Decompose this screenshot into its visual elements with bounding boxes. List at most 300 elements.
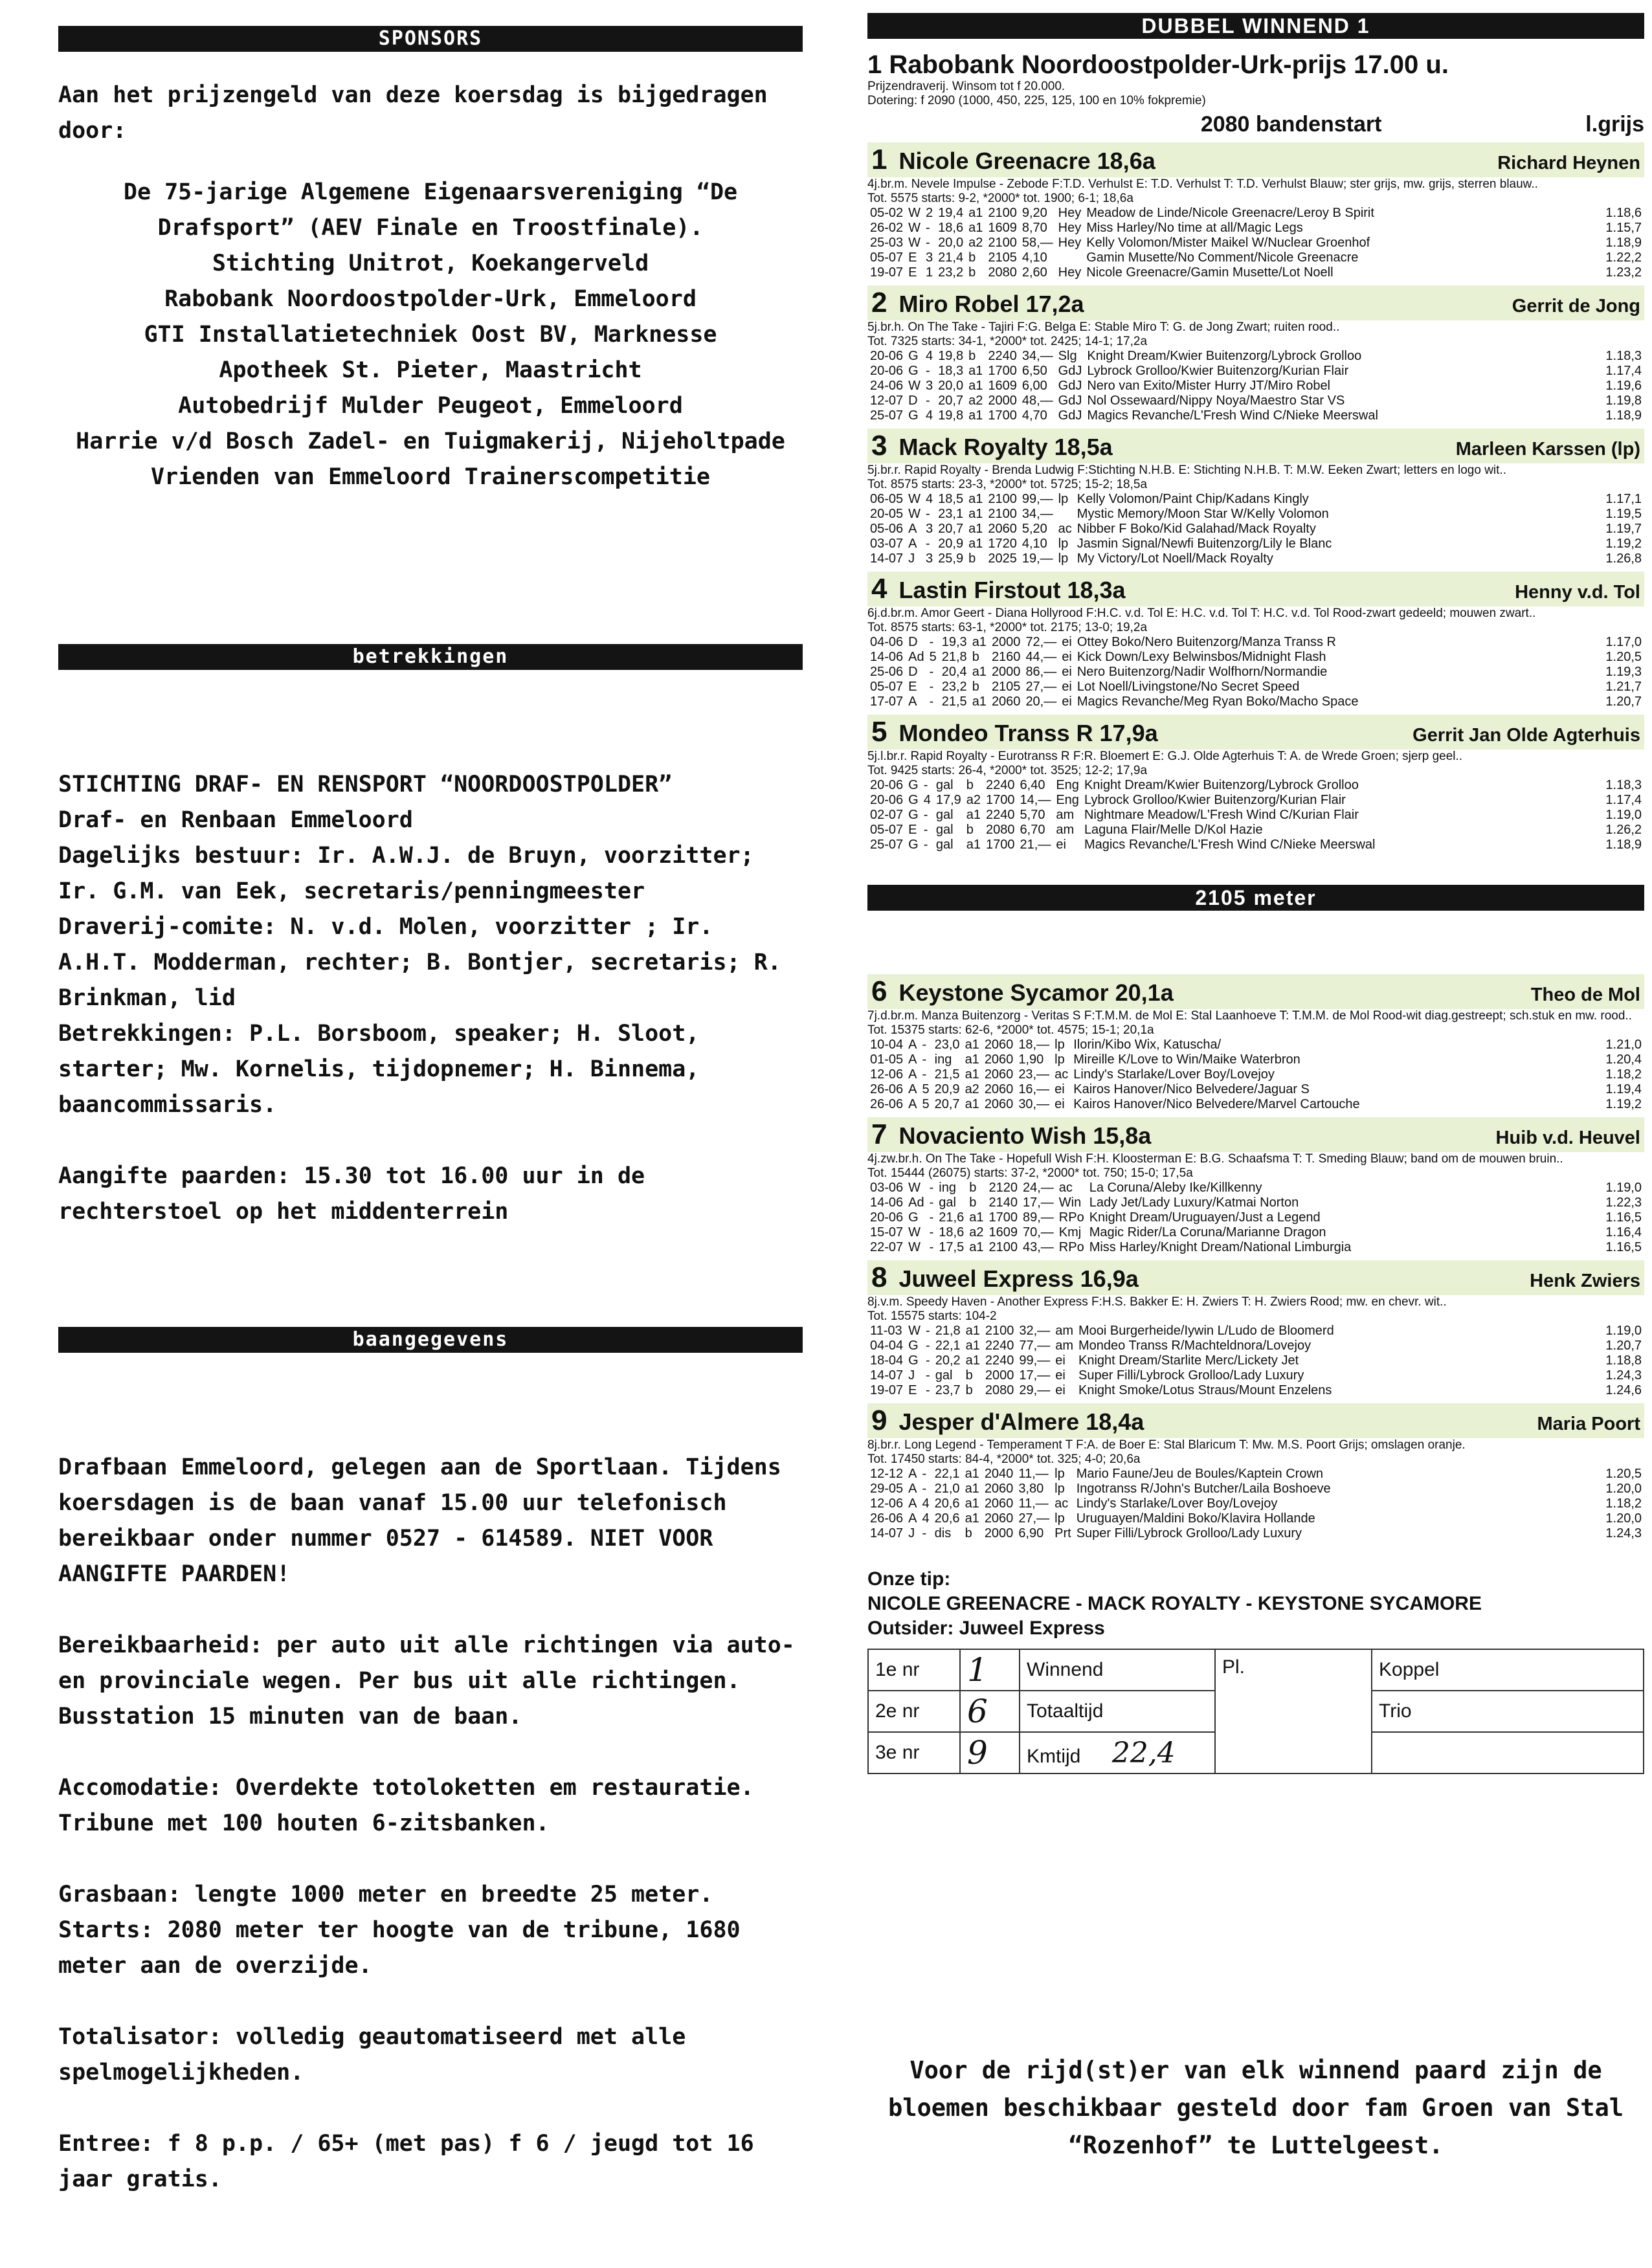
run-row bbox=[867, 695, 1644, 709]
run-cell: 1609 bbox=[988, 1225, 1018, 1240]
run-cell: 2140 bbox=[988, 1195, 1018, 1210]
run-cell: Lady Jet/Lady Luxury/Katmai Norton bbox=[1089, 1195, 1299, 1210]
horse-entry bbox=[867, 572, 1644, 709]
run-cell: 5,20 bbox=[1021, 522, 1047, 536]
run-cell: Uruguayen/Maldini Boko/Klavira Hollande bbox=[1076, 1511, 1315, 1526]
horse-header bbox=[867, 1403, 1644, 1438]
run-cell: D bbox=[908, 635, 918, 649]
run-row bbox=[867, 492, 1644, 507]
horse-stats: Tot. 8575 starts: 23-3, *2000* tot. 5725; 15-2; 18,5a bbox=[867, 478, 1148, 491]
run-cell: 25-07 bbox=[870, 838, 904, 852]
run-row bbox=[867, 680, 1644, 695]
run-cell: A bbox=[908, 1067, 917, 1082]
run-cell bbox=[1056, 250, 1084, 265]
run-cell: ing bbox=[934, 1052, 952, 1067]
flowers-notice: Voor de rijd(st)er van elk winnend paard zijn de bloemen beschikbaar gesteld door fam Groen van Stal “Rozenhof” te Luttelgeest. bbox=[887, 2056, 1624, 2159]
run-cell: GdJ bbox=[1058, 364, 1082, 378]
run-cell: 1.19,0 bbox=[1605, 1324, 1642, 1338]
run-cell: 19-07 bbox=[870, 1383, 904, 1397]
betrekkingen-line: Draf- en Renbaan Emmeloord bbox=[58, 807, 413, 833]
run-cell: a1 bbox=[965, 1353, 980, 1368]
run-cell: 24-06 bbox=[870, 379, 904, 393]
run-cell: b bbox=[968, 250, 976, 265]
run-cell: ac bbox=[1058, 1181, 1073, 1195]
run-cell: 2100 bbox=[988, 507, 1017, 521]
run-cell: 23,2 bbox=[941, 680, 967, 694]
run-row bbox=[867, 1511, 1644, 1526]
run-cell: 3,80 bbox=[1018, 1482, 1044, 1496]
horse-driver: Henny v.d. Tol bbox=[1515, 582, 1640, 603]
run-cell: a1 bbox=[972, 635, 987, 649]
run-cell: 22,1 bbox=[935, 1339, 961, 1353]
run-cell: La Coruna/Aleby Ike/Killkenny bbox=[1089, 1181, 1262, 1195]
run-cell: 05-02 bbox=[870, 206, 904, 220]
run-cell: 2080 bbox=[988, 265, 1017, 280]
run-cell: Mario Faune/Jeu de Boules/Kaptein Crown bbox=[1076, 1467, 1324, 1481]
run-cell: W bbox=[908, 1324, 921, 1338]
run-cell: 6,40 bbox=[1020, 778, 1045, 792]
run-cell: 1.16,5 bbox=[1605, 1240, 1642, 1254]
run-cell: - bbox=[929, 665, 934, 679]
run-cell: J bbox=[908, 551, 915, 566]
run-cell: - bbox=[926, 1339, 930, 1353]
run-cell: 6,50 bbox=[1021, 364, 1047, 378]
run-cell: 2040 bbox=[984, 1467, 1014, 1481]
run-cell: ac bbox=[1055, 1496, 1069, 1511]
run-cell: 10-04 bbox=[870, 1038, 904, 1052]
run-cell: 2060 bbox=[984, 1038, 1014, 1052]
run-cell: 1.15,7 bbox=[1605, 221, 1642, 235]
run-cell: - bbox=[929, 1240, 934, 1254]
run-cell: 14-07 bbox=[870, 1526, 904, 1540]
run-cell: 20,6 bbox=[934, 1496, 960, 1511]
aangifte-text: Aangifte paarden: 15.30 tot 16.00 uur in de rechterstoel op het middenterrein bbox=[58, 1163, 645, 1225]
run-cell: 20,2 bbox=[935, 1353, 961, 1368]
run-cell: 1.21,7 bbox=[1605, 680, 1642, 694]
run-cell: E bbox=[908, 680, 917, 694]
run-cell: a1 bbox=[968, 537, 983, 551]
run-cell: Hey bbox=[1058, 236, 1082, 250]
run-cell: b bbox=[969, 1195, 977, 1210]
run-cell: 24,— bbox=[1022, 1181, 1054, 1195]
run-cell: 2000 bbox=[984, 1526, 1014, 1540]
horse-number: 4 bbox=[871, 573, 887, 605]
right-column bbox=[867, 13, 1644, 1774]
run-cell: 1.22,3 bbox=[1605, 1195, 1642, 1210]
run-cell: lp bbox=[1055, 1052, 1065, 1067]
run-cell: 1.20,7 bbox=[1605, 695, 1642, 709]
horse-runs bbox=[867, 1467, 1644, 1541]
race-header: DUBBEL WINNEND 1 bbox=[867, 13, 1644, 39]
grid-handwritten: 9 bbox=[960, 1732, 1020, 1773]
run-cell: 2060 bbox=[984, 1067, 1014, 1082]
run-cell: Prt bbox=[1055, 1526, 1071, 1540]
run-cell: 1.17,1 bbox=[1605, 492, 1642, 506]
grid-handwritten: 6 bbox=[960, 1691, 1020, 1732]
run-cell: 1.19,6 bbox=[1605, 379, 1642, 393]
run-cell: gal bbox=[935, 778, 954, 792]
run-cell: 1,90 bbox=[1018, 1052, 1044, 1067]
race-title: 1 Rabobank Noordoostpolder-Urk-prijs 17.00 u. bbox=[867, 50, 1449, 79]
horse-stats: Tot. 15444 (26075) starts: 37-2, *2000* tot. 750; 15-0; 17,5a bbox=[867, 1166, 1193, 1180]
run-cell: gal bbox=[935, 823, 954, 837]
run-cell: b bbox=[965, 1526, 972, 1540]
run-cell: a1 bbox=[968, 522, 983, 536]
horse-entry bbox=[867, 715, 1644, 852]
run-cell: - bbox=[926, 507, 930, 521]
run-cell: 26-06 bbox=[870, 1511, 904, 1526]
run-cell: 18,— bbox=[1018, 1038, 1050, 1052]
run-cell: 8,70 bbox=[1021, 221, 1047, 235]
run-cell: 5 bbox=[922, 1097, 930, 1111]
run-row bbox=[867, 250, 1644, 265]
horse-number: 8 bbox=[871, 1262, 887, 1293]
run-cell: a1 bbox=[965, 1052, 979, 1067]
run-row bbox=[867, 1368, 1644, 1383]
horse-runs bbox=[867, 635, 1644, 709]
run-cell: ei bbox=[1062, 665, 1072, 679]
sponsor-item: De 75-jarige Algemene Eigenaarsvereniging “De Drafsport” (AEV Finale en Troostfinale). bbox=[123, 179, 738, 241]
run-cell: Hey bbox=[1058, 221, 1082, 235]
run-cell: 30,— bbox=[1018, 1097, 1050, 1111]
run-cell: 9,20 bbox=[1021, 206, 1047, 220]
sponsor-item: Apotheek St. Pieter, Maastricht bbox=[219, 357, 642, 383]
run-cell: 21,4 bbox=[938, 250, 964, 265]
run-row bbox=[867, 265, 1644, 280]
run-cell: G bbox=[908, 349, 919, 363]
run-cell: am bbox=[1056, 808, 1075, 822]
run-row bbox=[867, 551, 1644, 566]
run-cell: 20-06 bbox=[870, 793, 904, 807]
grid-cell: Winnend bbox=[1020, 1649, 1215, 1691]
run-cell: Ingotranss R/John's Butcher/Laila Boshoeve bbox=[1076, 1482, 1331, 1496]
run-cell: a2 bbox=[969, 1225, 984, 1240]
run-cell: 4 bbox=[926, 492, 933, 506]
run-cell: 21,— bbox=[1020, 838, 1051, 852]
run-cell: 2000 bbox=[991, 665, 1021, 679]
run-cell: W bbox=[908, 221, 921, 235]
run-cell: W bbox=[908, 1181, 921, 1195]
run-cell: 14-07 bbox=[870, 1368, 904, 1383]
run-cell: - bbox=[926, 1383, 930, 1397]
run-cell: 04-06 bbox=[870, 635, 904, 649]
run-cell: - bbox=[922, 1526, 927, 1540]
run-row bbox=[867, 1526, 1644, 1541]
run-cell: G bbox=[908, 808, 919, 822]
run-cell: 58,— bbox=[1021, 236, 1053, 250]
run-cell: 2,60 bbox=[1021, 265, 1047, 280]
run-cell: lp bbox=[1058, 537, 1069, 551]
run-cell: - bbox=[926, 394, 930, 408]
run-cell: ac bbox=[1055, 1067, 1069, 1082]
run-cell: - bbox=[929, 1195, 934, 1210]
baan-paragraph: Bereikbaarheid: per auto uit alle richtingen via auto- en provinciale wegen. Per bus uit alle richtingen. Busstation 15 minuten van de baan. bbox=[58, 1632, 795, 1729]
run-cell: - bbox=[922, 1067, 927, 1082]
run-cell: G bbox=[908, 793, 919, 807]
run-cell: 1.26,8 bbox=[1605, 551, 1642, 566]
run-cell: GdJ bbox=[1058, 379, 1082, 393]
horse-runs bbox=[867, 1038, 1644, 1112]
run-cell: 2105 bbox=[991, 680, 1021, 694]
run-cell: ei bbox=[1055, 1368, 1066, 1383]
run-cell: Miss Harley/No time at all/Magic Legs bbox=[1086, 221, 1303, 235]
run-cell: 2060 bbox=[988, 522, 1017, 536]
run-cell: W bbox=[908, 1240, 921, 1254]
run-cell: 27,— bbox=[1025, 680, 1057, 694]
run-cell: 1.24,3 bbox=[1605, 1368, 1642, 1383]
run-cell: W bbox=[908, 1225, 921, 1240]
run-row bbox=[867, 379, 1644, 394]
run-cell: 02-07 bbox=[870, 808, 904, 822]
run-cell: b bbox=[968, 551, 976, 566]
run-cell: 25-03 bbox=[870, 236, 904, 250]
run-cell: 2100 bbox=[988, 1240, 1018, 1254]
betrekkingen-header: betrekkingen bbox=[58, 644, 803, 670]
run-cell: A bbox=[908, 1052, 917, 1067]
sponsors-header: SPONSORS bbox=[58, 26, 803, 52]
run-cell: Nicole Greenacre/Gamin Musette/Lot Noell bbox=[1086, 265, 1334, 280]
run-cell: 2025 bbox=[988, 551, 1017, 566]
run-cell: Jasmin Signal/Newfi Buitenzorg/Lily le Blanc bbox=[1077, 537, 1332, 551]
sponsor-item: Autobedrijf Mulder Peugeot, Emmeloord bbox=[178, 393, 683, 419]
horse-name: Novaciento Wish 15,8a bbox=[899, 1122, 1152, 1149]
run-cell: 1.23,2 bbox=[1605, 265, 1642, 280]
horse-stats: Tot. 7325 starts: 34-1, *2000* tot. 2425; 14-1; 17,2a bbox=[867, 335, 1148, 348]
run-cell: Kelly Volomon/Paint Chip/Kadans Kingly bbox=[1077, 492, 1309, 506]
horse-description: 5j.br.r. Rapid Royalty - Brenda Ludwig F:Stichting N.H.B. E: Stichting N.H.B. T: M.W. Eeken Zwart; letters en logo wit.. bbox=[867, 463, 1506, 477]
run-cell: Gamin Musette/No Comment/Nicole Greenacre bbox=[1086, 250, 1359, 265]
run-cell: 1.17,4 bbox=[1605, 364, 1642, 378]
run-cell: 2080 bbox=[986, 823, 1015, 837]
run-cell: lp bbox=[1055, 1482, 1065, 1496]
run-cell: 3 bbox=[926, 551, 933, 566]
run-row bbox=[867, 349, 1644, 364]
run-cell: 18,6 bbox=[938, 221, 964, 235]
run-cell: W bbox=[908, 492, 921, 506]
run-row bbox=[867, 793, 1644, 808]
horse-header bbox=[867, 142, 1644, 177]
baan-paragraph: Drafbaan Emmeloord, gelegen aan de Sportlaan. Tijdens koersdagen is de baan vanaf 15.00 uur telefonisch bereikbaar onder nummer 0527 - 614589. NIET VOOR AANGIFTE PAARDEN! bbox=[58, 1454, 781, 1587]
run-cell: 1.18,2 bbox=[1605, 1067, 1642, 1082]
run-cell: Mooi Burgerheide/Iywin L/Ludo de Bloomerd bbox=[1078, 1324, 1334, 1338]
horse-entry bbox=[867, 1403, 1644, 1541]
run-cell: a2 bbox=[968, 236, 983, 250]
grid-handwritten: 22,4 bbox=[1111, 1736, 1176, 1770]
run-cell: a1 bbox=[968, 206, 983, 220]
run-cell: - bbox=[922, 1038, 927, 1052]
horse-list-a bbox=[867, 142, 1644, 852]
run-cell: G bbox=[908, 408, 919, 423]
run-cell: 1.20,0 bbox=[1605, 1511, 1642, 1526]
run-cell: 99,— bbox=[1019, 1353, 1051, 1368]
run-cell: a1 bbox=[966, 838, 981, 852]
run-cell: - bbox=[926, 1324, 930, 1338]
run-cell: W bbox=[908, 206, 921, 220]
run-cell: gal bbox=[939, 1195, 956, 1210]
run-cell: Mondeo Transs R/Machteldnora/Lovejoy bbox=[1078, 1339, 1312, 1353]
run-row bbox=[867, 1353, 1644, 1368]
run-cell: Mireille K/Love to Win/Maike Waterbron bbox=[1073, 1052, 1300, 1067]
run-cell: ei bbox=[1055, 1097, 1065, 1111]
run-cell: 18-04 bbox=[870, 1353, 904, 1368]
run-cell: Kairos Hanover/Nico Belvedere/Marvel Cartouche bbox=[1073, 1097, 1360, 1111]
run-cell: b bbox=[972, 650, 979, 664]
run-cell: 01-05 bbox=[870, 1052, 904, 1067]
run-cell: 34,— bbox=[1021, 507, 1053, 521]
run-cell: lp bbox=[1055, 1511, 1065, 1526]
run-cell: b bbox=[969, 1181, 977, 1195]
run-cell: ac bbox=[1058, 522, 1072, 536]
horse-description: 4j.zw.br.h. On The Take - Hopefull Wish F:H. Kloosterman E: B.G. Schaafsma T: T. Smeding Blauw; band om de mouwen bruin.. bbox=[867, 1152, 1563, 1166]
sponsor-item: Harrie v/d Bosch Zadel- en Tuigmakerij, Nijeholtpade bbox=[76, 428, 785, 454]
run-cell: 03-06 bbox=[870, 1181, 904, 1195]
run-cell: - bbox=[922, 1467, 927, 1481]
run-cell: G bbox=[908, 1210, 919, 1225]
run-cell: 1.26,2 bbox=[1605, 823, 1642, 837]
run-cell: 1.20,7 bbox=[1605, 1339, 1642, 1353]
horse-number: 9 bbox=[871, 1405, 887, 1436]
horse-name: Juweel Express 16,9a bbox=[899, 1265, 1139, 1292]
run-cell: Nero Buitenzorg/Nadir Wolfhorn/Normandie bbox=[1077, 665, 1328, 679]
run-cell: 17,— bbox=[1022, 1195, 1054, 1210]
run-cell: lp bbox=[1055, 1467, 1065, 1481]
run-cell: 25-07 bbox=[870, 408, 904, 423]
run-cell: Kmj bbox=[1058, 1225, 1082, 1240]
run-row bbox=[867, 537, 1644, 551]
run-cell: Eng bbox=[1056, 778, 1079, 792]
run-cell: Laguna Flair/Melle D/Kol Hazie bbox=[1084, 823, 1263, 837]
horse-driver: Marleen Karssen (lp) bbox=[1455, 439, 1640, 460]
run-cell: - bbox=[926, 1353, 930, 1368]
run-cell: - bbox=[929, 1210, 934, 1225]
baan-paragraph: Totalisator: volledig geautomatiseerd met alle spelmogelijkheden. bbox=[58, 2024, 686, 2085]
run-cell: 1700 bbox=[986, 793, 1015, 807]
run-cell: b bbox=[966, 823, 974, 837]
run-cell: b bbox=[968, 265, 976, 280]
run-cell: 25-06 bbox=[870, 665, 904, 679]
run-row bbox=[867, 1038, 1644, 1052]
run-row bbox=[867, 364, 1644, 379]
grid-cell: 3e nr bbox=[868, 1732, 960, 1773]
run-cell: am bbox=[1056, 823, 1075, 837]
run-cell: Slg bbox=[1058, 349, 1077, 363]
run-cell: a2 bbox=[968, 394, 983, 408]
run-cell: 2100 bbox=[988, 492, 1017, 506]
run-cell: ei bbox=[1056, 838, 1066, 852]
horse-stats: Tot. 5575 starts: 9-2, *2000* tot. 1900; 6-1; 18,6a bbox=[867, 192, 1133, 205]
run-row bbox=[867, 522, 1644, 537]
run-cell: Lot Noell/Livingstone/No Secret Speed bbox=[1077, 680, 1300, 694]
run-row bbox=[867, 1082, 1644, 1097]
run-cell: Magic Rider/La Coruna/Marianne Dragon bbox=[1089, 1225, 1326, 1240]
run-cell: 26-06 bbox=[870, 1082, 904, 1096]
run-row bbox=[867, 1097, 1644, 1112]
run-cell: 18,6 bbox=[939, 1225, 965, 1240]
run-cell: - bbox=[922, 1482, 927, 1496]
horse-header bbox=[867, 428, 1644, 463]
run-cell: 2120 bbox=[988, 1181, 1018, 1195]
run-cell: 11,— bbox=[1018, 1496, 1049, 1511]
run-row bbox=[867, 650, 1644, 665]
horse-description: 8j.v.m. Speedy Haven - Another Express F:H.S. Bakker E: H. Zwiers T: H. Zwiers Rood; mw. en chevr. wit.. bbox=[867, 1295, 1447, 1309]
horse-entry bbox=[867, 428, 1644, 566]
run-cell: 2060 bbox=[984, 1082, 1014, 1096]
horse-entry bbox=[867, 285, 1644, 423]
run-cell: 20-06 bbox=[870, 1210, 904, 1225]
run-cell: 20,0 bbox=[938, 236, 964, 250]
betrekkingen-list bbox=[58, 767, 803, 1123]
sponsor-list bbox=[58, 175, 803, 495]
run-cell: 4 bbox=[926, 408, 933, 423]
run-cell: Super Filli/Lybrock Grolloo/Lady Luxury bbox=[1076, 1526, 1302, 1540]
run-cell: 11-03 bbox=[870, 1324, 902, 1338]
run-cell: 1.18,8 bbox=[1605, 1353, 1642, 1368]
run-cell: 17,9 bbox=[935, 793, 961, 807]
run-cell: a2 bbox=[965, 1082, 979, 1096]
run-cell: 2000 bbox=[988, 394, 1017, 408]
run-cell: RPo bbox=[1058, 1210, 1084, 1225]
run-cell: Magics Revanche/L'Fresh Wind C/Nieke Meerswal bbox=[1084, 838, 1376, 852]
run-cell: Hey bbox=[1058, 206, 1082, 220]
run-cell: 23,— bbox=[1018, 1067, 1050, 1082]
run-cell: 18,5 bbox=[938, 492, 964, 506]
run-cell: 1.19,7 bbox=[1605, 522, 1642, 536]
horse-header bbox=[867, 1260, 1644, 1295]
run-cell: Super Filli/Lybrock Grolloo/Lady Luxury bbox=[1078, 1368, 1304, 1383]
run-cell: 5,70 bbox=[1020, 808, 1045, 822]
run-cell: am bbox=[1055, 1324, 1074, 1338]
run-cell: 20-06 bbox=[870, 349, 904, 363]
horse-name: Lastin Firstout 18,3a bbox=[899, 577, 1126, 603]
run-row bbox=[867, 394, 1644, 408]
run-row bbox=[867, 221, 1644, 236]
run-cell: ei bbox=[1062, 635, 1072, 649]
start-color: l.grijs bbox=[1585, 112, 1644, 137]
run-cell: 21,5 bbox=[934, 1067, 960, 1082]
run-cell: E bbox=[908, 250, 917, 265]
run-cell: ei bbox=[1055, 1082, 1065, 1096]
run-cell: Lindy's Starlake/Lover Boy/Lovejoy bbox=[1073, 1067, 1275, 1082]
grid-row bbox=[868, 1649, 1644, 1691]
run-cell: 1.19,0 bbox=[1605, 1181, 1642, 1195]
run-cell: Nero van Exito/Mister Hurry JT/Miro Robel bbox=[1087, 379, 1331, 393]
horse-driver: Gerrit Jan Olde Agterhuis bbox=[1412, 725, 1640, 746]
run-cell: 2060 bbox=[991, 695, 1021, 709]
run-cell: E bbox=[908, 823, 917, 837]
tip-horses: NICOLE GREENACRE - MACK ROYALTY - KEYSTONE SYCAMORE bbox=[867, 1593, 1482, 1614]
run-cell: 23,1 bbox=[938, 507, 964, 521]
run-cell: 21,6 bbox=[939, 1210, 965, 1225]
betrekkingen-line: STICHTING DRAF- EN RENSPORT “NOORDOOSTPOLDER” bbox=[58, 772, 673, 797]
run-cell: - bbox=[929, 680, 934, 694]
run-cell: 2060 bbox=[984, 1496, 1014, 1511]
run-cell: Knight Smoke/Lotus Straus/Mount Enzelens bbox=[1078, 1383, 1332, 1397]
horse-stats: Tot. 15575 starts: 104-2 bbox=[867, 1309, 997, 1323]
horse-driver: Theo de Mol bbox=[1530, 984, 1640, 1005]
run-cell: 19,4 bbox=[938, 206, 964, 220]
run-cell: 12-06 bbox=[870, 1496, 904, 1511]
run-cell: Nol Ossewaard/Nippy Noya/Maestro Star VS bbox=[1087, 394, 1345, 408]
run-cell: - bbox=[923, 838, 928, 852]
grid-cell: Trio bbox=[1372, 1691, 1644, 1732]
run-cell: 6,70 bbox=[1020, 823, 1045, 837]
baan-paragraph: Entree: f 8 p.p. / 65+ (met pas) f 6 / jeugd tot 16 jaar gratis. bbox=[58, 2131, 754, 2192]
horse-name: Jesper d'Almere 18,4a bbox=[899, 1408, 1144, 1435]
baangegevens-header: baangegevens bbox=[58, 1327, 803, 1353]
run-cell: 1.20,5 bbox=[1605, 650, 1642, 664]
horse-runs bbox=[867, 206, 1644, 280]
run-row bbox=[867, 1324, 1644, 1339]
